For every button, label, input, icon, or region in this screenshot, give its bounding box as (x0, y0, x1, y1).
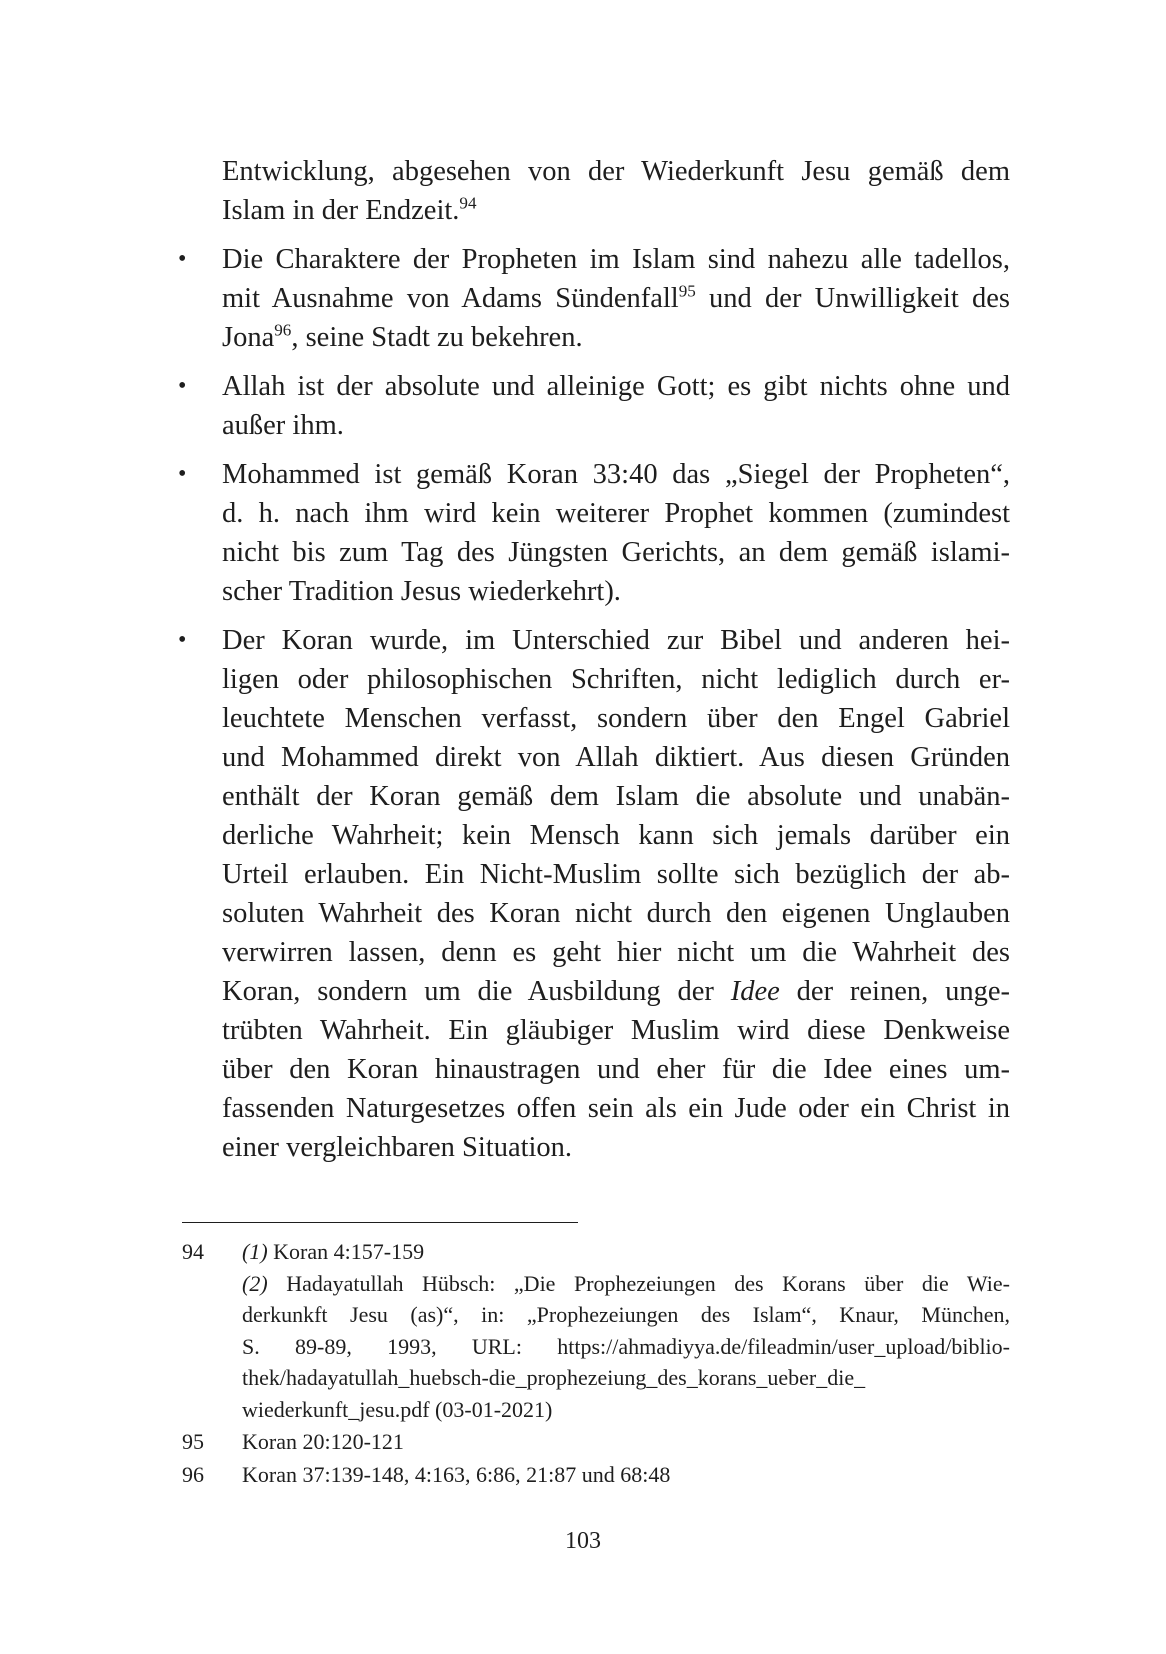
page-number: 103 (565, 1528, 601, 1554)
text-line: derliche Wahrheit; kein Mensch kann sich jemals darüber ein (222, 820, 1010, 851)
footnote-96 (182, 1459, 1010, 1491)
text-line: Entwicklung, abgesehen von der Wiederkunft Jesu gemäß dem (222, 156, 1010, 187)
footnotes (182, 1236, 1010, 1490)
footnote-reference: 96 (274, 320, 292, 340)
footnote-reference: 94 (459, 193, 477, 213)
bullet-marker: • (178, 627, 187, 653)
bullet-marker: • (178, 246, 187, 272)
text-line: Der Koran wurde, im Unterschied zur Bibel und anderen hei- (222, 625, 1010, 656)
text-line: Jona$^{96}$, seine Stadt zu bekehren. (222, 320, 583, 353)
text-line: mit Ausnahme von Adams Sündenfall$^{95}$ und der Unwilligkeit des (222, 281, 1010, 314)
footnote-text: Koran 37:139-148, 4:163, 6:86, 21:87 und 68:48 (242, 1461, 671, 1487)
text-line: Allah ist der absolute und alleinige Gott; es gibt nichts ohne und (222, 371, 1010, 402)
footnote-94 (182, 1236, 1010, 1425)
bullet-item (178, 367, 1010, 445)
footnote-text: Koran 20:120-121 (242, 1429, 404, 1454)
text-line: verwirren lassen, denn es geht hier nicht um die Wahrheit des (222, 937, 1010, 968)
bullet-marker: • (178, 461, 187, 487)
text-line: trübten Wahrheit. Ein gläubiger Muslim wird diese Denkweise (222, 1015, 1010, 1046)
bullet-list (178, 240, 1010, 1177)
text-line: enthält der Koran gemäß dem Islam die absolute und unabän- (222, 781, 1010, 812)
emphasis-idee: Idee (730, 976, 780, 1007)
footnote-separator (182, 1222, 578, 1223)
footnote-subentry: (2) Hadayatullah Hübsch: „Die Prophezeiungen des Korans über die Wie- derkunkft Jesu (as)“, in: „Prophezeiungen des Islam“, Knaur, München, S. 89-89, 1993, URL: https://ahmadiyya.de/fileadmin/user_upload/biblio- thek/hadayatullah_huebsch-die_prophezeiung_des_korans_ueber_die_ wiederkunft_jesu.pdf (03-01-2021) (242, 1270, 1010, 1422)
bullet-item (178, 240, 1010, 357)
text-line: außer ihm. (222, 410, 344, 441)
footnote-reference: 95 (678, 281, 696, 301)
text-line: über den Koran hinaustragen und eher für die Idee eines um- (222, 1054, 1010, 1085)
text-line: leuchtete Menschen verfasst, sondern über den Engel Gabriel (222, 703, 1010, 734)
text-line: Urteil erlauben. Ein Nicht-Muslim sollte sich bezüglich der ab- (222, 859, 1010, 890)
bullet-marker: • (178, 373, 187, 399)
footnote-number: 94 (182, 1239, 204, 1264)
text-line: und Mohammed direkt von Allah diktiert. Aus diesen Gründen (222, 742, 1010, 773)
text-line: Die Charaktere der Propheten im Islam sind nahezu alle tadellos, (222, 244, 1010, 275)
text-line: ligen oder philosophischen Schriften, nicht lediglich durch er- (222, 664, 1010, 695)
footnote-95 (182, 1426, 1010, 1458)
text-line: nicht bis zum Tag des Jüngsten Gerichts, an dem gemäß islami- (222, 537, 1010, 568)
text-line: soluten Wahrheit des Koran nicht durch den eigenen Unglauben (222, 898, 1010, 929)
footnote-subentry: (1) Koran 4:157-159 (242, 1239, 425, 1264)
footnote-number: 95 (182, 1429, 204, 1454)
text-line: einer vergleichbaren Situation. (222, 1132, 573, 1163)
bullet-item (178, 455, 1010, 611)
text-line: Islam in der Endzeit.$^{94}$ (222, 193, 477, 226)
bullet-item (178, 621, 1010, 1167)
continued-paragraph (222, 152, 1010, 230)
footnote-number: 96 (182, 1461, 204, 1487)
text-line: Mohammed ist gemäß Koran 33:40 das „Siegel der Propheten“, (222, 459, 1010, 490)
text-line: d. h. nach ihm wird kein weiterer Prophet kommen (zumindest (222, 498, 1010, 529)
text-line: scher Tradition Jesus wiederkehrt). (222, 576, 621, 607)
text-line: fassenden Naturgesetzes offen sein als ein Jude oder ein Christ in (222, 1093, 1010, 1124)
text-line: Koran, sondern um die Ausbildung der Idee der reinen, unge- (222, 976, 1010, 1007)
